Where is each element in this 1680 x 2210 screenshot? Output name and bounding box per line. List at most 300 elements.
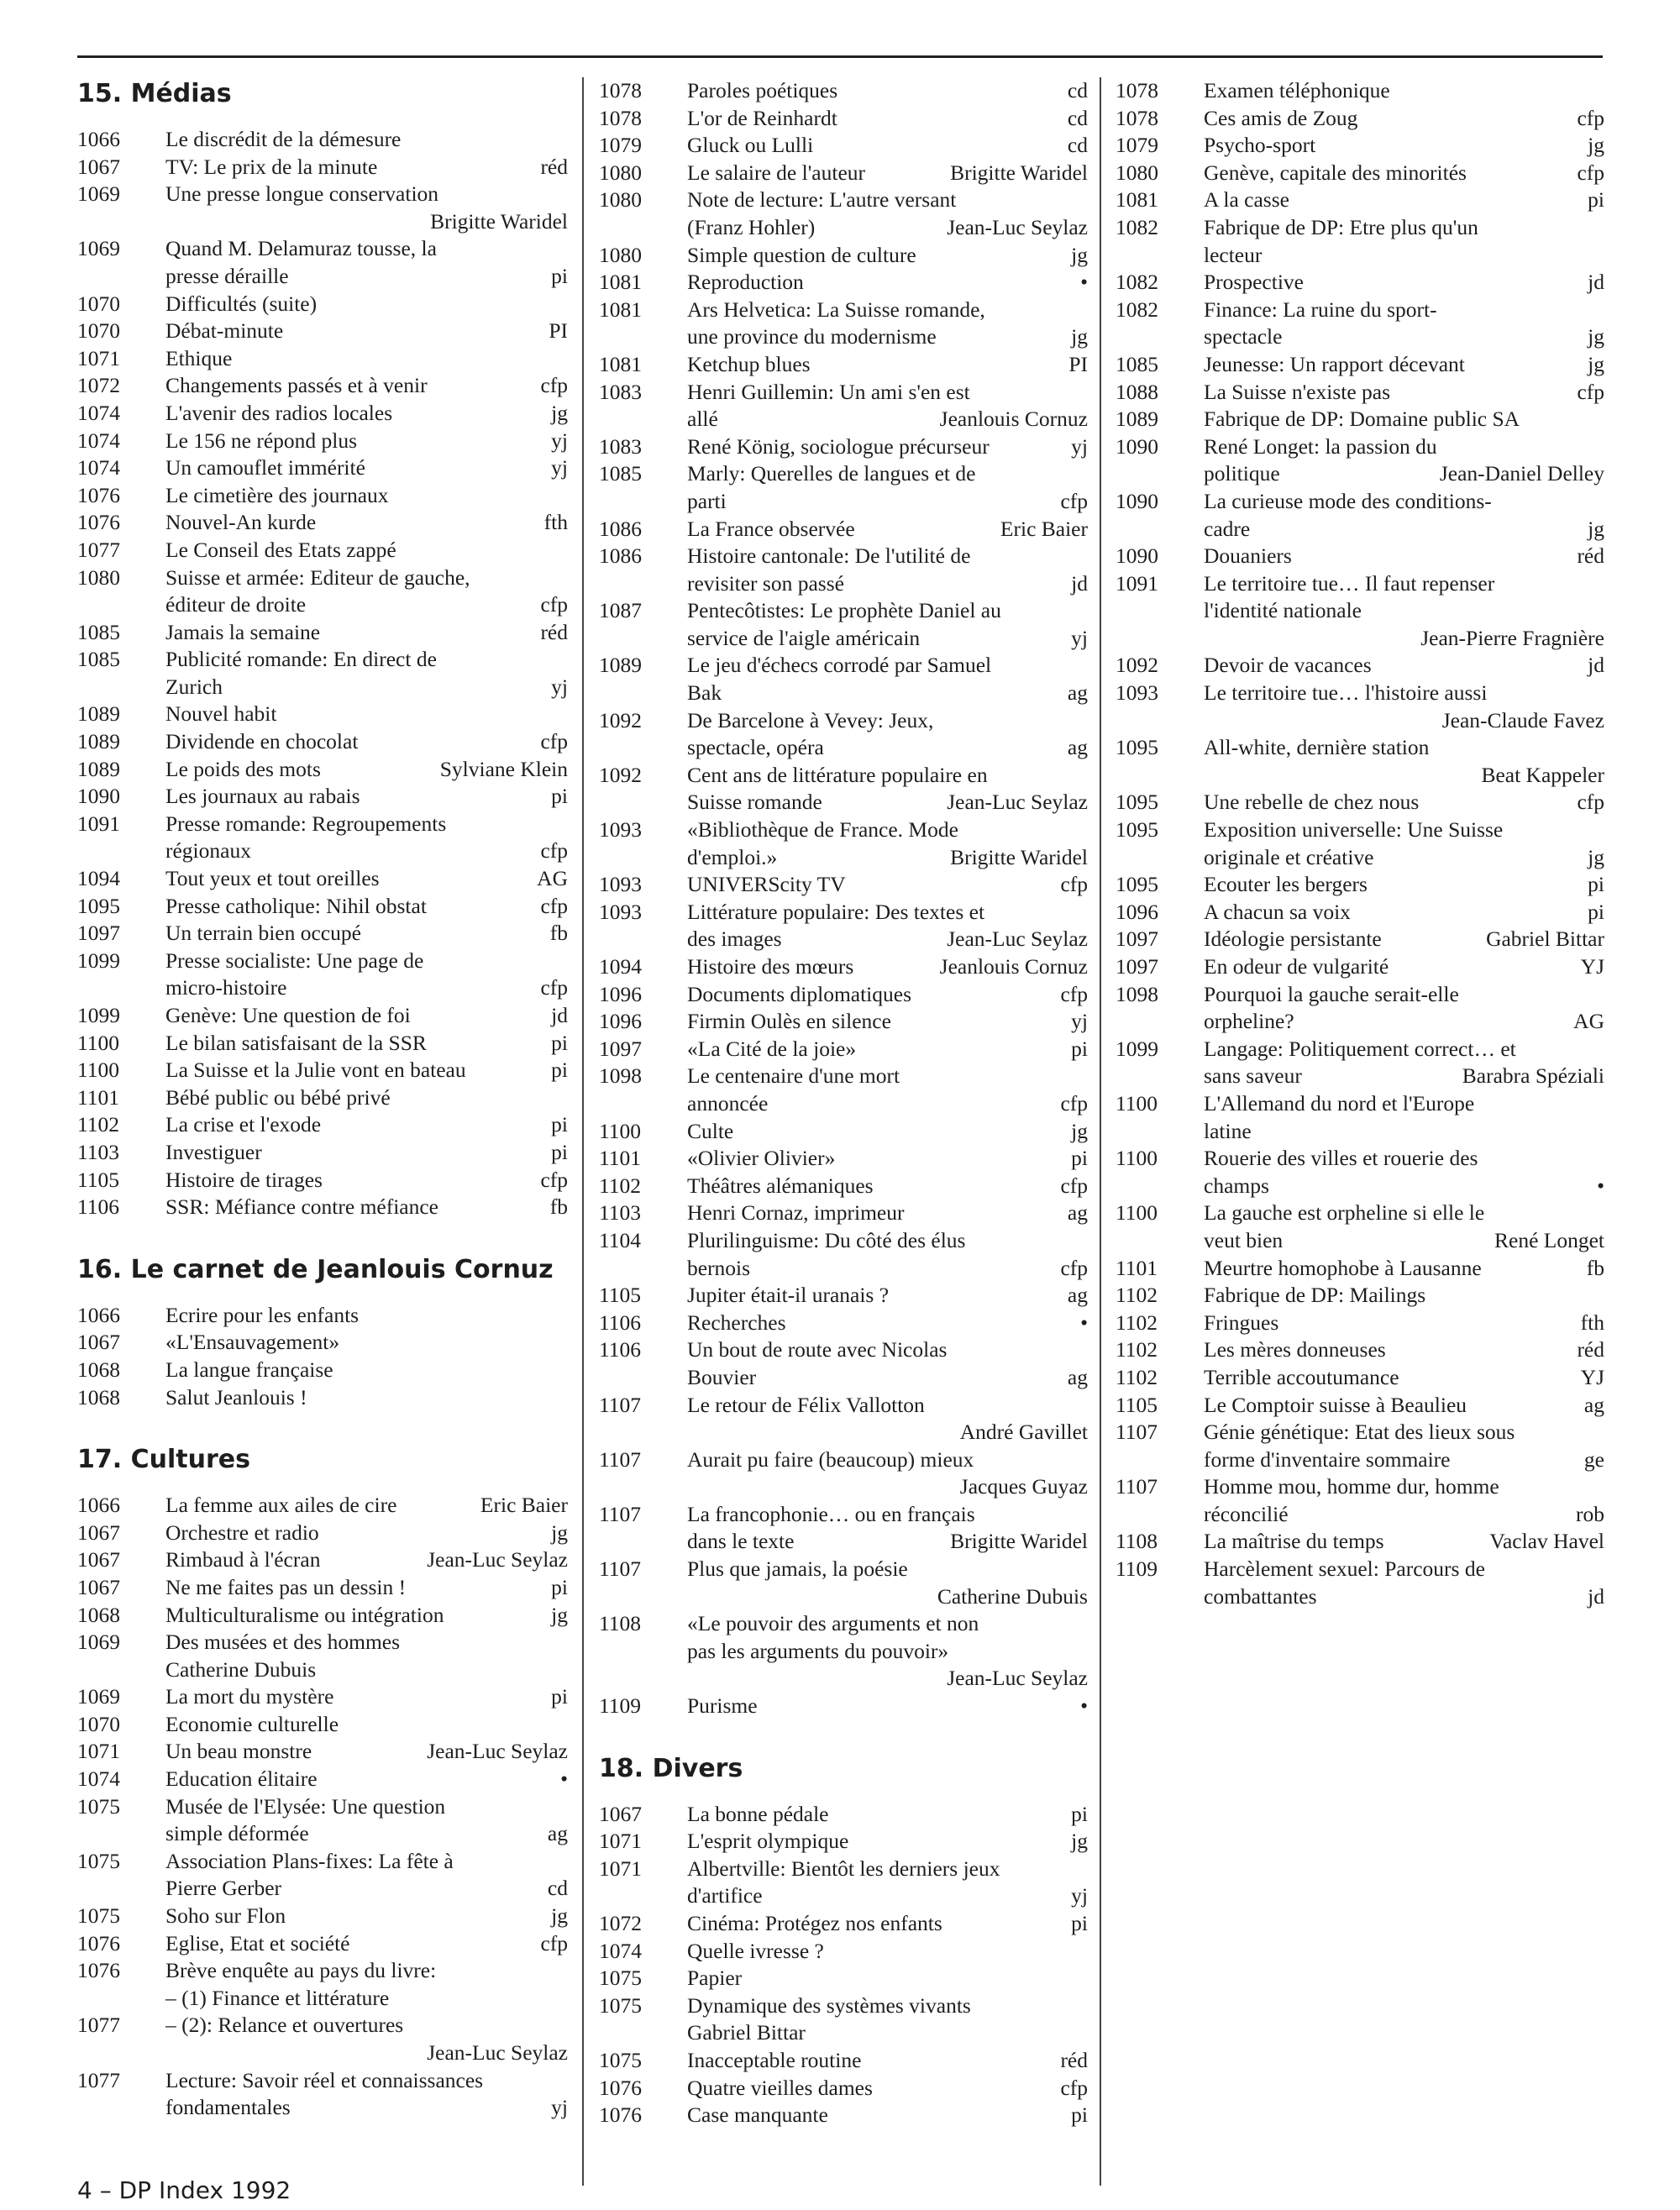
issue-number: 1082 [1116,297,1158,322]
index-entry [77,728,568,756]
entry-line [1204,1310,1604,1337]
index-entry [1116,1419,1604,1473]
entry-body [687,597,1088,652]
issue-number: 1067 [599,1801,642,1826]
issue-number: 1095 [1116,817,1158,843]
entry-line [1204,1501,1604,1529]
entry-body [687,1556,1088,1610]
index-entry [77,1139,568,1167]
entry-author: jg [1588,133,1604,158]
issue-number: 1106 [599,1337,642,1362]
index-entry [599,379,1088,433]
entry-title: Bak [687,680,722,706]
issue-number: 1075 [77,1793,120,1819]
entry-line [687,1992,1088,2020]
entry-title: Pourquoi la gauche serait-elle [1204,981,1459,1006]
entry-line [1204,1063,1604,1090]
entry-body [165,1957,568,2012]
entry-line [165,2012,568,2039]
entry-body [1204,1090,1604,1145]
issue-number: 1079 [1116,133,1158,158]
entry-body [687,816,1088,871]
entry-line [687,1501,1088,1529]
index-entry [599,1282,1088,1310]
entry-line [165,893,568,921]
entry-body [687,2075,1088,2102]
entry-title: La gauche est orpheline si elle le [1204,1200,1485,1226]
entry-author: cfp [1577,160,1604,185]
entry-author: pi [1071,1146,1088,1171]
entry-line [165,1738,568,1766]
entry-line [1204,625,1604,653]
index-entry [1116,1556,1604,1610]
issue-number: 1100 [77,1030,120,1055]
entry-body [165,1903,568,1930]
entry-line [1204,926,1604,953]
entry-title: Terrible accoutumance [1204,1364,1399,1389]
entry-body [165,701,568,728]
index-entry [77,454,568,482]
entry-body [165,893,568,921]
entry-body [1204,734,1604,789]
index-entry [77,1711,568,1739]
index-entry [1116,899,1604,927]
entry-author: cd [1067,105,1088,130]
issue-number: 1103 [599,1200,642,1226]
entry-title: Rimbaud à l'écran [165,1547,321,1572]
entry-author: jg [551,1602,568,1627]
entry-author: jg [551,1903,568,1929]
entry-body [1204,1145,1604,1199]
entry-line [1204,1227,1604,1255]
entry-line [687,2075,1088,2102]
issue-number: 1091 [77,811,120,836]
entry-author: jd [1588,653,1604,678]
entry-title: Jeunesse: Un rapport décevant [1204,351,1465,376]
entry-line [687,707,1088,735]
entry-line [1204,1419,1604,1446]
entry-author: ag [547,1821,568,1846]
issue-number: 1089 [77,729,120,754]
entry-line [687,1556,1088,1583]
entry-body [165,482,568,510]
issue-number: 1067 [77,1574,120,1599]
index-entry [77,948,568,1002]
entry-title: De Barcelone à Vevey: Jeux, [687,707,934,732]
issue-number: 1093 [1116,680,1158,706]
entry-line [687,1801,1088,1829]
entry-body [687,543,1088,597]
entry-line [165,1793,568,1821]
entry-line [1204,789,1604,816]
issue-number: 1095 [1116,735,1158,760]
issue-number: 1097 [77,921,120,946]
entry-body [1204,1310,1604,1337]
entry-body [1204,132,1604,160]
entry-line [1204,1583,1604,1611]
entry-author: réd [1577,543,1604,569]
index-entry [77,865,568,893]
issue-number: 1095 [77,893,120,918]
entry-author: jg [1588,844,1604,869]
entry-title: Le retour de Félix Vallotton [687,1392,925,1417]
issue-number: 1089 [77,701,120,727]
entry-author: réd [540,619,568,644]
index-entry [1116,379,1604,407]
entry-line [1204,1473,1604,1501]
entry-title: Histoire des mœurs [687,954,854,979]
index-entry [599,186,1088,241]
entry-body [1204,1255,1604,1283]
entry-body [1204,379,1604,407]
issue-number: 1105 [599,1283,642,1308]
entry-title: La crise et l'exode [165,1112,322,1137]
issue-number: 1076 [77,510,120,535]
entry-line [165,1084,568,1112]
index-entry [77,1084,568,1112]
entry-title: Homme mou, homme dur, homme [1204,1474,1499,1499]
entry-author: réd [540,154,568,179]
index-entry [77,893,568,921]
entry-line [165,646,568,674]
entry-title: La femme aux ailes de cire [165,1493,397,1518]
entry-line [1204,899,1604,927]
entry-author: pi [551,1574,568,1599]
entry-title: dans le texte [687,1529,795,1554]
entry-author: yj [551,2095,568,2120]
entry-title: Gabriel Bittar [687,2020,806,2045]
index-entry [599,1063,1088,1117]
entry-title: UNIVERScity TV [687,872,846,897]
entry-author: ag [1067,735,1088,760]
entry-line [687,2047,1088,2075]
entry-author: cfp [540,893,568,918]
entry-body [687,1173,1088,1200]
entry-title: Cinéma: Protégez nos enfants [687,1911,942,1935]
entry-body [1204,543,1604,570]
entry-body [1204,680,1604,734]
entry-line [687,652,1088,680]
entry-author: pi [1071,2102,1088,2128]
issue-number: 1074 [77,428,120,453]
entry-title: L'avenir des radios locales [165,400,393,425]
entry-title: Gluck ou Lulli [687,133,814,158]
entry-title: Presse catholique: Nihil obstat [165,893,427,918]
entry-title: TV: Le prix de la minute [165,154,378,179]
index-entry [599,460,1088,515]
entry-title: Le territoire tue… Il faut repenser [1204,570,1495,596]
issue-number: 1090 [77,784,120,809]
entry-body [1204,214,1604,269]
issue-number: 1075 [77,1903,120,1929]
entry-title: Meurtre homophobe à Lausanne [1204,1255,1482,1280]
entry-body [687,1008,1088,1036]
index-entry [1116,77,1604,105]
entry-title: combattantes [1204,1583,1317,1609]
index-entry [77,811,568,865]
issue-number: 1088 [1116,379,1158,404]
entry-body [1204,1556,1604,1610]
entry-line [165,1194,568,1221]
entry-title: Un terrain bien occupé [165,921,361,946]
entry-title: SSR: Méfiance contre méfiance [165,1194,439,1220]
entry-line [687,242,1088,270]
entry-body [165,1520,568,1547]
entry-line [687,1665,1088,1693]
entry-line [165,1985,568,2013]
index-entry [77,1302,568,1330]
entry-body [165,948,568,1002]
entry-title: Zurich [165,674,223,699]
index-entry [599,516,1088,543]
section-heading: 17. Cultures [77,1445,250,1475]
index-entry [599,105,1088,133]
entry-body [687,1501,1088,1556]
issue-number: 1085 [599,461,642,486]
entry-line [1204,680,1604,707]
entry-title: La bonne pédale [687,1801,829,1826]
entry-line [165,674,568,701]
entry-title: Quand M. Delamuraz tousse, la [165,236,437,261]
entry-title: Case manquante [687,2102,828,2128]
entry-line [165,701,568,728]
entry-body [687,297,1088,351]
entry-line [687,379,1088,407]
entry-body [165,756,568,784]
entry-title: service de l'aigle américain [687,625,921,650]
entry-author: pi [1588,872,1604,897]
entry-title: A la casse [1204,187,1289,213]
entry-title: Simple question de culture [687,242,916,267]
entry-author: • [1080,1310,1088,1335]
entry-author: yj [551,674,568,699]
entry-line [1204,323,1604,351]
entry-body [165,811,568,865]
entry-line [687,1036,1088,1063]
entry-body [687,186,1088,241]
index-entry [599,1693,1088,1720]
entry-line [687,1090,1088,1118]
issue-number: 1108 [1116,1529,1158,1554]
issue-number: 1100 [1116,1200,1158,1226]
index-entry [77,646,568,701]
entry-title: allé [687,407,718,432]
entry-line [687,1008,1088,1036]
entry-line [1204,844,1604,872]
index-entry [599,1856,1088,1910]
column-divider [1100,77,1101,2186]
entry-line [687,2019,1088,2047]
entry-body [1204,789,1604,816]
entry-author: pi [551,1058,568,1083]
entry-body [687,871,1088,899]
entry-title: Fabrique de DP: Etre plus qu'un [1204,214,1478,239]
column-divider [582,77,584,2186]
entry-body [165,291,568,318]
issue-number: 1071 [77,345,120,370]
entry-line [165,1302,568,1330]
entry-line [1204,214,1604,242]
index-entry [1116,132,1604,160]
index-column-1 [77,77,568,2122]
index-entry [599,1556,1088,1610]
entry-line [1204,543,1604,570]
entry-title: – (2): Relance et ouvertures [165,2013,404,2038]
issue-number: 1068 [77,1602,120,1627]
entry-author: jg [1071,1829,1088,1854]
entry-line [687,926,1088,953]
entry-body [165,1793,568,1848]
entry-line [687,77,1088,105]
entry-body [1204,899,1604,927]
entry-title: champs [1204,1173,1269,1198]
entry-author: ag [1067,1364,1088,1389]
entry-body [1204,1336,1604,1364]
entry-title: Plus que jamais, la poésie [687,1556,908,1582]
entry-author: jg [1071,242,1088,267]
entry-title: Douaniers [1204,543,1292,569]
issue-number: 1080 [1116,160,1158,185]
issue-number: 1107 [599,1446,642,1472]
entry-title: Le Comptoir suisse à Beaulieu [1204,1392,1467,1417]
index-entry [77,564,568,619]
index-entry [77,400,568,428]
index-entry [77,1329,568,1357]
index-entry [1116,734,1604,789]
index-entry [599,543,1088,597]
index-entry [77,701,568,728]
entry-line [165,208,568,236]
entry-title: Multiculturalisme ou intégration [165,1602,444,1627]
entry-line [165,428,568,455]
entry-title: Le discrédit de la démesure [165,127,402,151]
entry-title: Note de lecture: L'autre versant [687,187,957,213]
entry-line [687,1828,1088,1856]
entry-line [165,564,568,592]
issue-number: 1067 [77,1330,120,1355]
entry-line [165,537,568,564]
entry-line [165,756,568,784]
issue-number: 1085 [77,647,120,672]
entry-line [1204,1008,1604,1036]
entry-line [165,1766,568,1793]
entry-author: fb [549,1194,568,1220]
index-entry [77,181,568,235]
issue-number: 1100 [1116,1146,1158,1171]
index-entry [77,482,568,510]
entry-title: Un bout de route avec Nicolas [687,1337,948,1362]
entry-line [165,1057,568,1084]
index-entry [599,1336,1088,1391]
entry-line [687,323,1088,351]
entry-title: «Le pouvoir des arguments et non [687,1611,979,1636]
entry-author: Barabra Spéziali [1462,1063,1604,1089]
entry-title: Examen téléphonique [1204,78,1390,102]
entry-title: L'Allemand du nord et l'Europe [1204,1090,1475,1115]
entry-body [165,1629,568,1683]
entry-title: cadre [1204,516,1251,541]
issue-number: 1087 [599,598,642,623]
index-entry [77,1766,568,1793]
entry-title: Les mères donneuses [1204,1337,1386,1362]
issue-number: 1101 [1116,1255,1158,1280]
entry-body [687,1336,1088,1391]
entry-author: Brigitte Waridel [950,160,1088,185]
issue-number: 1070 [77,1711,120,1736]
issue-number: 1107 [599,1556,642,1582]
entry-title: Brève enquête au pays du livre: [165,1958,437,1983]
entry-line [1204,488,1604,516]
entry-title: Ketchup blues [687,351,811,376]
entry-line [687,1638,1088,1666]
entry-body [165,1683,568,1711]
index-entry [599,816,1088,871]
issue-number: 1078 [1116,105,1158,130]
entry-line [165,1656,568,1684]
issue-number: 1107 [1116,1474,1158,1499]
entry-author: pi [1071,1801,1088,1826]
index-entry [599,899,1088,953]
issue-number: 1090 [1116,543,1158,569]
entry-author: cfp [540,975,568,1000]
issue-number: 1068 [77,1384,120,1409]
entry-title: politique [1204,461,1280,486]
entry-line [1204,1336,1604,1364]
entry-title: Bébé public ou bébé privé [165,1084,391,1110]
entry-line [165,1329,568,1357]
entry-title: presse déraille [165,263,289,288]
entry-line [165,591,568,619]
entry-author: réd [1060,2047,1088,2072]
entry-title: Idéologie persistante [1204,927,1382,952]
entry-body [165,1384,568,1412]
entry-line [1204,242,1604,270]
entry-title: forme d'inventaire sommaire [1204,1446,1451,1472]
issue-number: 1076 [599,2075,642,2100]
entry-body [165,783,568,811]
entry-line [1204,160,1604,187]
entry-body [165,1602,568,1630]
issue-number: 1086 [599,516,642,541]
entry-title: «L'Ensauvagement» [165,1330,340,1355]
entry-line [687,1693,1088,1720]
entry-author: cfp [1060,2075,1088,2100]
entry-body [165,920,568,948]
issue-number: 1077 [77,537,120,562]
section-heading: 15. Médias [77,79,232,108]
entry-author: AG [1573,1009,1604,1034]
entry-body [1204,953,1604,981]
entry-title: Cent ans de littérature populaire en [687,762,988,787]
index-entry [77,1903,568,1930]
index-entry [599,1828,1088,1856]
entry-line [1204,816,1604,844]
entry-line [1204,105,1604,133]
entry-title: Le bilan satisfaisant de la SSR [165,1030,427,1055]
index-entry [1116,1364,1604,1392]
entry-line [165,837,568,865]
index-entry [1116,1310,1604,1337]
index-entry [599,652,1088,706]
index-entry [1116,926,1604,953]
entry-body [687,1310,1088,1337]
index-entry [599,981,1088,1009]
entry-line [687,680,1088,707]
issue-number: 1067 [77,1547,120,1572]
issue-number: 1100 [1116,1090,1158,1115]
index-entry [599,871,1088,899]
entry-line [1204,1145,1604,1173]
